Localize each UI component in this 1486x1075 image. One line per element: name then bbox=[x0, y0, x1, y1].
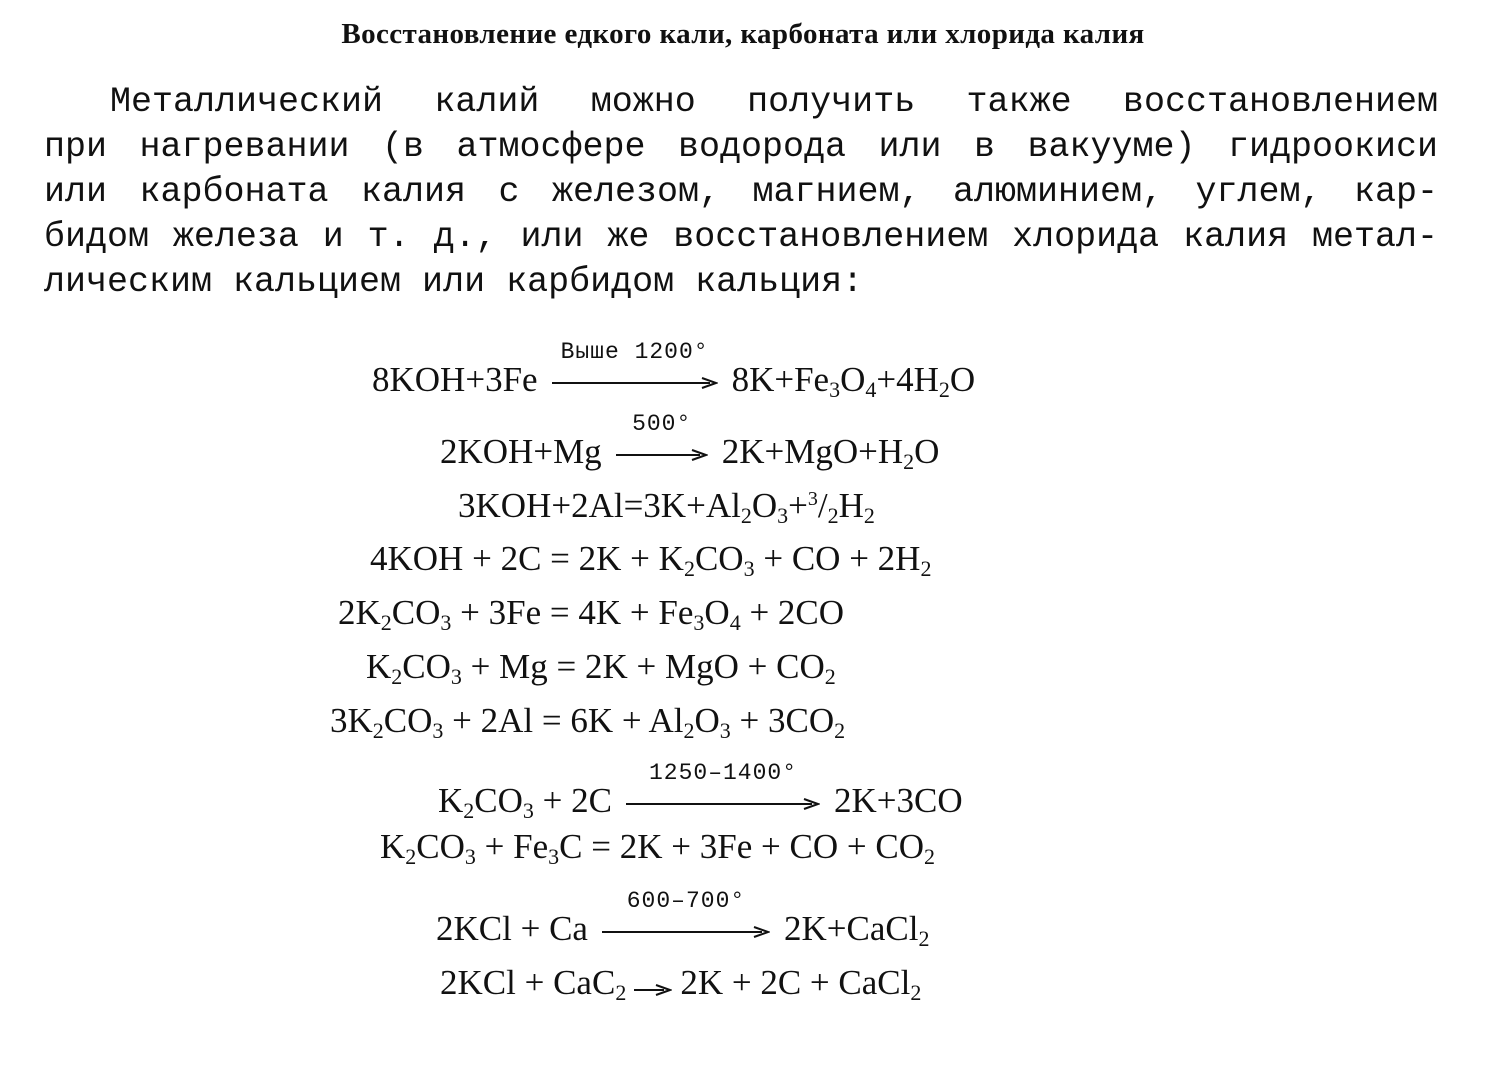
equation-kcl-ca bbox=[436, 887, 930, 951]
equation-k2co3-fe: $2K_2CO_3 + 3Fe = 4K + Fe_3O_4 + 2CO$ bbox=[338, 593, 845, 635]
paragraph-line: или карбоната калия с железом, магнием, алюминием, углем, кар- bbox=[44, 172, 1438, 212]
reaction-arrow bbox=[602, 887, 770, 939]
equation-k2co3-mg: $K_2CO_3 + Mg = 2K$ + MgO + $CO_2$ bbox=[366, 647, 836, 689]
products: 2K+CaCl$_2$ bbox=[783, 909, 930, 951]
reactants: 2KOH+Mg bbox=[440, 432, 602, 471]
reaction-arrow bbox=[616, 410, 708, 462]
reaction-arrow bbox=[634, 966, 672, 1006]
equation-kcl-cac2: 2KCl + CaC$_2$ 2K + 2C + CaCl$_2$ bbox=[440, 963, 922, 1005]
equation-k2co3-fe3c: $K_2CO_3 + Fe_3C = 2K + 3Fe$ + CO + $CO_2$ bbox=[380, 827, 935, 869]
reactants: 2KCl + Ca bbox=[436, 909, 588, 948]
paragraph-line: при нагревании (в атмосфере водорода или в вакууме) гидроокиси bbox=[44, 127, 1438, 167]
equation-koh-c: $4KOH + 2C = 2K + K_2CO_3$ + CO + $2H_2$ bbox=[370, 539, 932, 581]
equation-koh-mg bbox=[440, 410, 940, 474]
paragraph-line: Металлический калий можно получить также восстановлением bbox=[110, 82, 1438, 122]
products: 2K+3CO bbox=[834, 781, 963, 820]
paragraph-line: лическим кальцием или карбидом кальция: bbox=[44, 262, 864, 302]
reaction-condition: 600–700° bbox=[626, 887, 746, 914]
products: $8K+Fe_3O_4+4H_2O$ bbox=[731, 360, 976, 402]
equation-k2co3-c: $K_2CO_3 + 2C$ 1250–1400° 2K+3CO bbox=[438, 781, 963, 821]
reactants: 8KOH+3Fe bbox=[372, 360, 538, 399]
reaction-condition: Выше 1200° bbox=[560, 338, 709, 365]
section-heading: Восстановление едкого кали, карбоната или хлорида калия bbox=[341, 18, 1145, 50]
equation-k2co3-al: $3K_2CO_3 + 2Al = 6K + Al_2O_3 + 3CO_2$ bbox=[330, 701, 846, 743]
body-paragraph bbox=[44, 80, 1438, 305]
reaction-arrow bbox=[552, 338, 718, 390]
reaction-condition: 500° bbox=[632, 410, 692, 437]
equation-koh-al: $3KOH+2Al=3K+Al_2O_3+^3/_2H_2$ bbox=[458, 486, 875, 528]
equation-koh-fe bbox=[372, 338, 976, 402]
reaction-condition: 1250–1400° bbox=[648, 759, 798, 786]
paragraph-line: бидом железа и т. д., или же восстановлением хлорида калия метал- bbox=[44, 217, 1438, 257]
products: $2K+MgO+H_2O$ bbox=[721, 432, 940, 474]
reaction-arrow bbox=[626, 759, 820, 811]
